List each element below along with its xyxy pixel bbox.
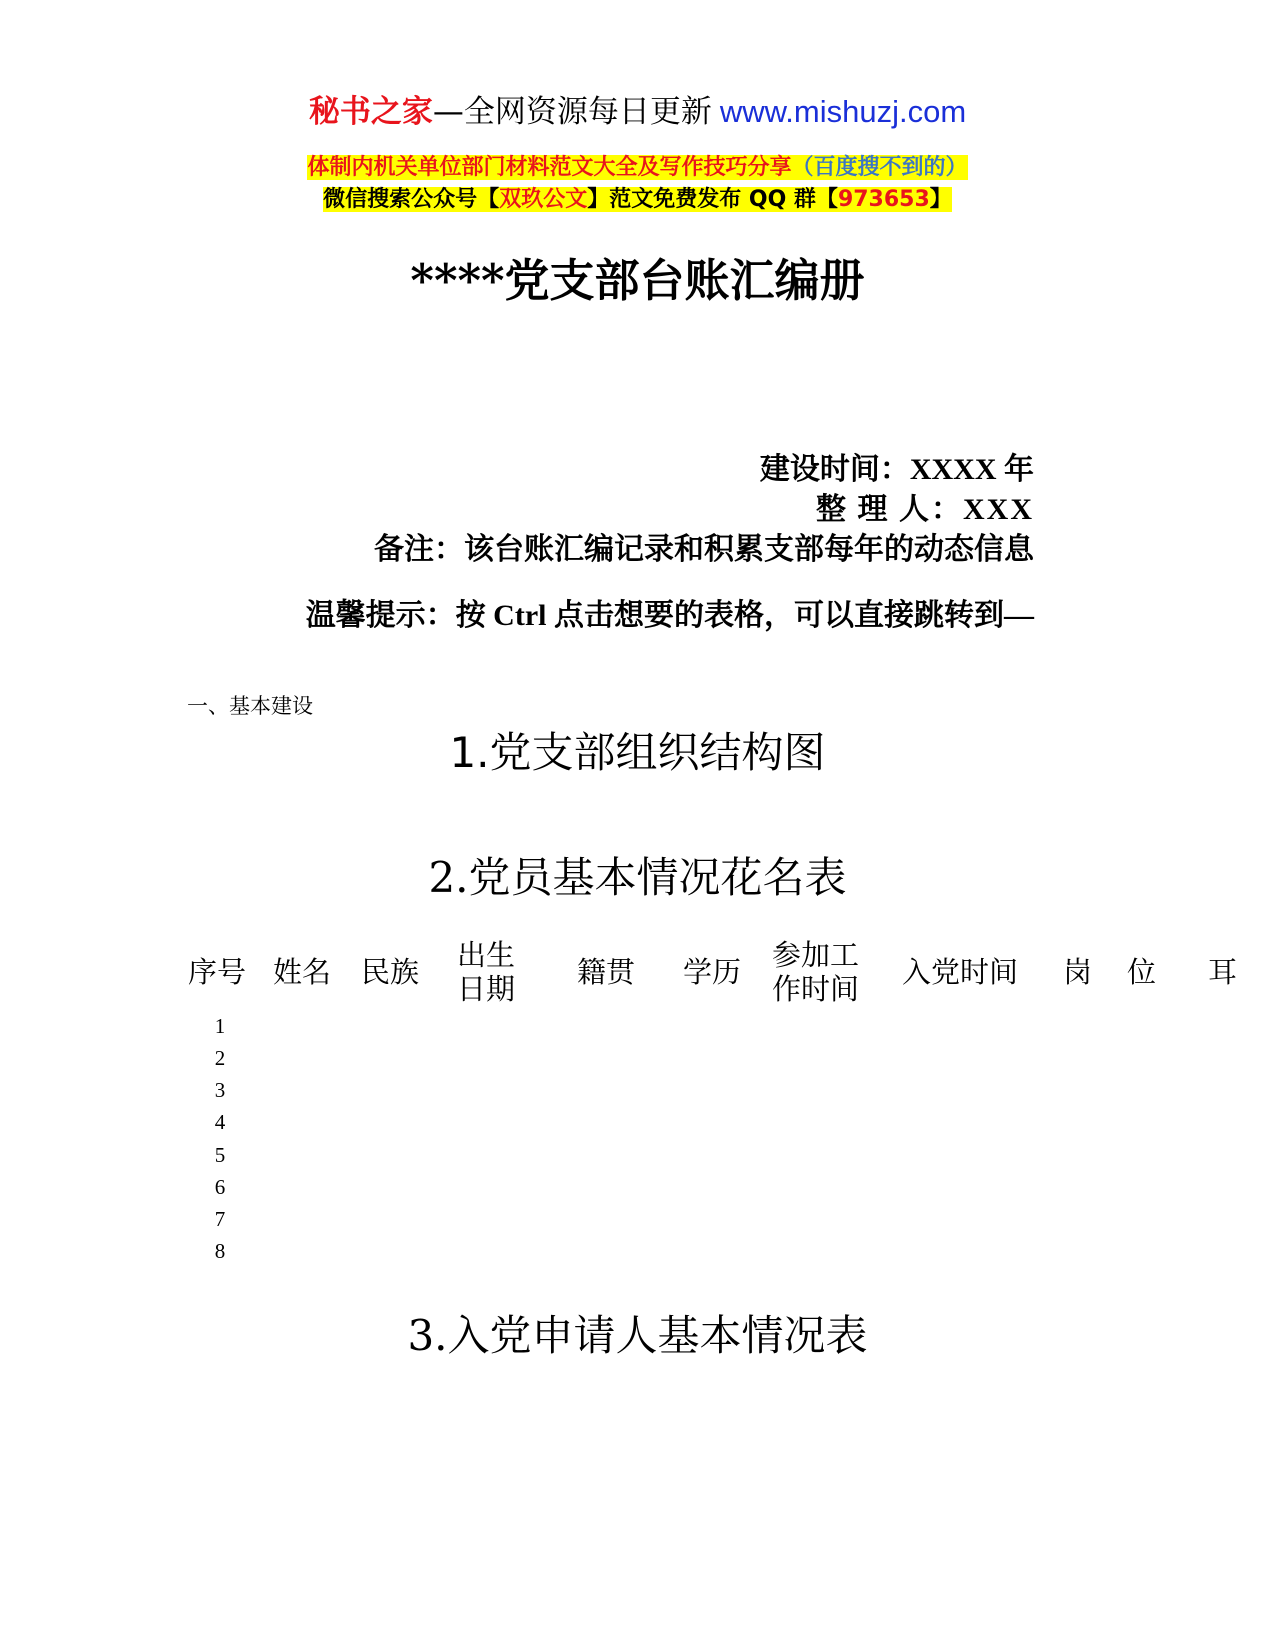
- header-post-char-2: 位: [1127, 955, 1157, 989]
- promo-qq-group: 973653: [837, 187, 930, 212]
- build-time: 建设时间：XXXX 年: [759, 453, 1034, 486]
- banner-slogan: —全网资源每日更新: [432, 94, 712, 130]
- promo-wechat-account: 双玖公文: [499, 187, 588, 212]
- header-work-line2: 作时间: [772, 972, 860, 1006]
- promo-line-1: [0, 150, 1275, 181]
- table-row: 2: [214, 1046, 226, 1070]
- table-row: 6: [214, 1175, 226, 1199]
- site-banner: [0, 86, 1275, 131]
- promo-wechat-prefix: 微信搜索公众号【: [323, 187, 500, 212]
- promo-close-bracket: 】: [929, 187, 952, 212]
- header-name: 姓名: [273, 955, 332, 989]
- header-education: 学历: [683, 955, 742, 989]
- document-title: ****党支部台账汇编册: [410, 254, 865, 307]
- table-row: 3: [214, 1078, 226, 1102]
- header-post-char-1: 岗: [1063, 955, 1093, 989]
- table-row: 7: [214, 1207, 226, 1231]
- header-join-time: 入党时间: [902, 955, 1019, 989]
- header-hometown: 籍贯: [577, 955, 636, 989]
- header-work-line1: 参加工: [772, 938, 860, 972]
- promo-line-2: [0, 182, 1275, 213]
- site-url-link[interactable]: www.mishuzj.com: [719, 94, 967, 129]
- table-row: 4: [214, 1110, 226, 1134]
- table-row: 1: [214, 1014, 226, 1038]
- brand-name: 秘书之家: [308, 94, 433, 130]
- header-ethnicity: 民族: [361, 955, 420, 989]
- navigation-tip: 温馨提示：按 Ctrl 点击想要的表格，可以直接跳转到—: [305, 599, 1034, 632]
- promo-main-text: 体制内机关单位部门材料范文大全及写作技巧分享: [307, 155, 792, 180]
- section-3-title-link[interactable]: 3.入党申请人基本情况表: [407, 1311, 868, 1360]
- part-one-heading: 一、基本建设: [187, 694, 313, 718]
- header-birth-line1: 出生: [457, 938, 516, 972]
- note: 备注：该台账汇编记录和积累支部每年的动态信息: [374, 533, 1034, 566]
- promo-paren-text: （百度搜不到的）: [791, 155, 968, 180]
- header-birth-date: [457, 938, 515, 1006]
- header-work-start: [772, 938, 859, 1006]
- organizer: 整 理 人：XXX: [816, 493, 1034, 526]
- header-birth-line2: 日期: [457, 972, 516, 1006]
- header-seq: 序号: [188, 955, 247, 989]
- table-row: 8: [214, 1239, 226, 1263]
- section-1-title-link[interactable]: 1.党支部组织结构图: [449, 728, 826, 777]
- header-cutoff: 耳: [1208, 955, 1238, 989]
- table-row: 5: [214, 1143, 226, 1167]
- promo-qq-text: 】范文免费发布 QQ 群【: [587, 187, 838, 212]
- section-2-title-link[interactable]: 2.党员基本情况花名表: [428, 853, 847, 902]
